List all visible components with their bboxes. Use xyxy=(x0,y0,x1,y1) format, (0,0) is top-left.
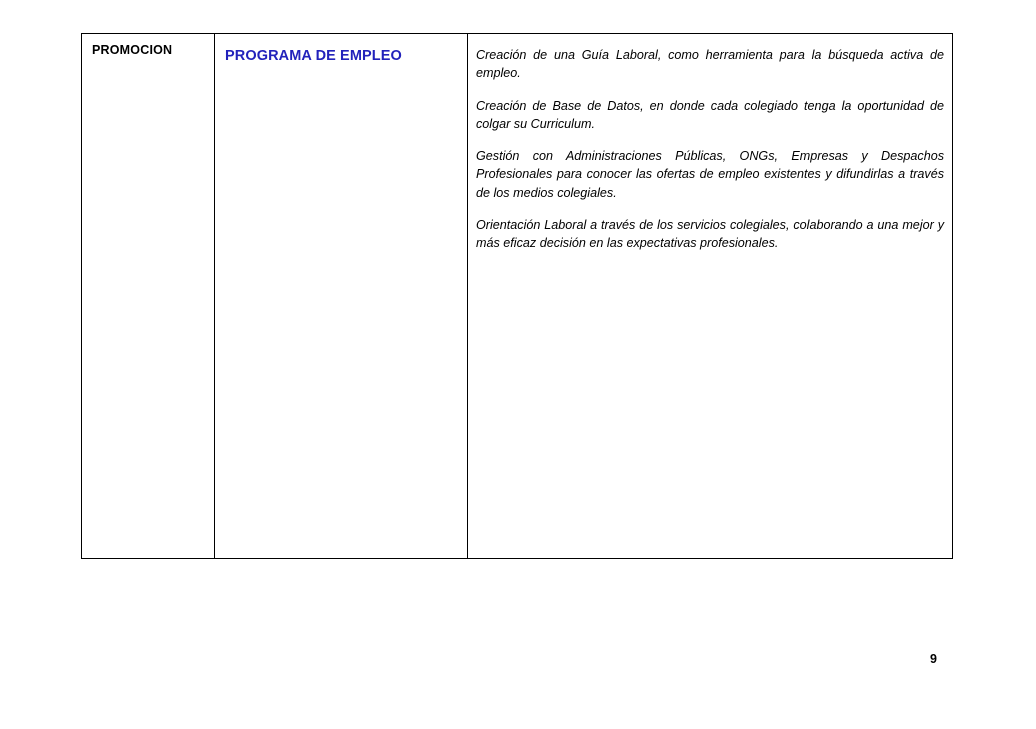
category-cell xyxy=(82,34,215,559)
program-cell xyxy=(215,34,468,559)
details-cell xyxy=(468,34,953,559)
content-table xyxy=(81,33,953,559)
detail-paragraph: Gestión con Administraciones Públicas, ONGs, Empresas y Despachos Profesionales para conocer las ofertas de empleo existentes y difundirlas a través de los medios colegiales. xyxy=(476,149,944,200)
details-cell-inner xyxy=(468,34,952,558)
detail-paragraph: Orientación Laboral a través de los servicios colegiales, colaborando a una mejor y más eficaz decisión en las expectativas profesionales. xyxy=(476,217,944,250)
category-label: PROMOCION xyxy=(92,43,173,57)
detail-paragraph: Creación de Base de Datos, en donde cada colegiado tenga la oportunidad de colgar su Curriculum. xyxy=(476,98,944,131)
table-row xyxy=(82,34,953,559)
program-cell-inner xyxy=(215,34,467,558)
program-title: PROGRAMA DE EMPLEO xyxy=(225,48,402,64)
page-number: 9 xyxy=(930,652,937,666)
detail-paragraph: Creación de una Guía Laboral, como herramienta para la búsqueda activa de empleo. xyxy=(476,48,944,81)
category-cell-inner xyxy=(82,34,214,558)
